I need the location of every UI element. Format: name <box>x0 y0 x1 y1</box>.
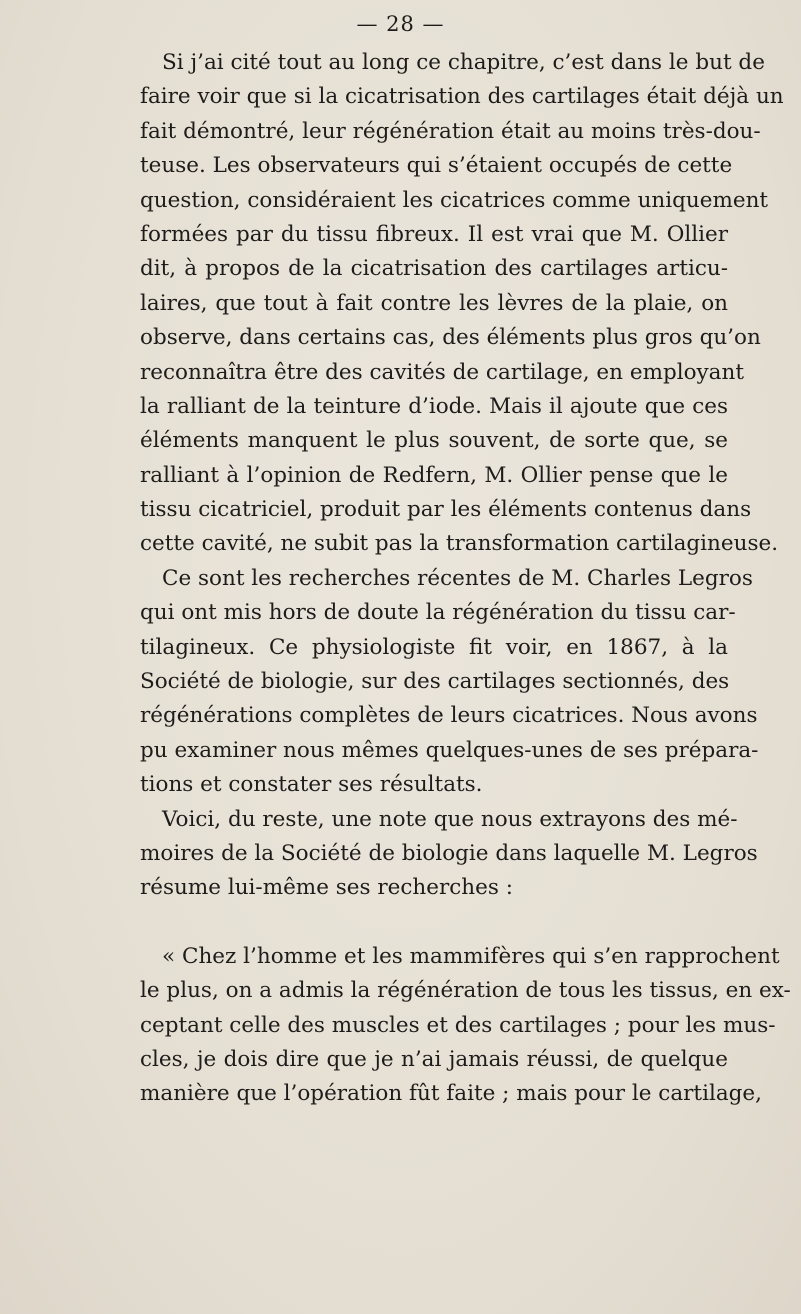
text-line: le plus, on a admis la régénération de tous les tissus, en ex- <box>140 978 791 1004</box>
text-line: moires de la Société de biologie dans laquelle M. Legros <box>140 840 758 866</box>
text-line: teuse. Les observateurs qui s’étaient occupés de cette <box>140 153 733 179</box>
text-line: tissu cicatriciel, produit par les éléments contenus dans <box>140 497 752 523</box>
paragraph <box>140 46 784 562</box>
body-text <box>140 46 791 1112</box>
quote-paragraph <box>140 940 791 1112</box>
text-line: Si j’ai cité tout au long ce chapitre, c’est dans le but de <box>162 50 765 75</box>
page-number: — 28 — <box>356 12 445 36</box>
text-line: formées par du tissu fibreux. Il est vrai que M. Ollier <box>140 221 728 247</box>
text-line: Voici, du reste, une note que nous extrayons des mé- <box>162 806 738 832</box>
text-line: fait démontré, leur régénération était au moins très-dou- <box>140 118 761 144</box>
paragraph <box>140 562 759 803</box>
text-line: laires, que tout à fait contre les lèvres de la plaie, on <box>140 290 728 316</box>
text-line: question, considéraient les cicatrices comme uniquement <box>140 187 769 213</box>
text-line: ceptant celle des muscles et des cartilages ; pour les mus- <box>140 1012 776 1038</box>
text-line: la ralliant de la teinture d’iode. Mais il ajoute que ces <box>140 393 728 419</box>
text-line: ralliant à l’opinion de Redfern, M. Ollier pense que le <box>140 462 728 488</box>
text-line: reconnaîtra être des cavités de cartilage, en employant <box>140 359 744 385</box>
text-line: observe, dans certains cas, des éléments plus gros qu’on <box>140 325 761 351</box>
text-line: Ce sont les recherches récentes de M. Charles Legros <box>162 565 753 591</box>
text-line: tilagineux. Ce physiologiste fit voir, en 1867, à la <box>140 634 728 660</box>
text-line: cles, je dois dire que je n’ai jamais réussi, de quelque <box>140 1046 728 1072</box>
text-line: cette cavité, ne subit pas la transformation cartilagineuse. <box>140 531 779 557</box>
text-line: régénérations complètes de leurs cicatrices. Nous avons <box>140 703 758 729</box>
text-line: qui ont mis hors de doute la régénération du tissu car- <box>140 600 736 626</box>
text-line: dit, à propos de la cicatrisation des cartilages articu- <box>140 256 728 282</box>
text-line: tions et constater ses résultats. <box>140 772 483 798</box>
text-line: faire voir que si la cicatrisation des cartilages était déjà un <box>140 84 784 110</box>
text-line: résume lui-même ses recherches : <box>140 875 513 901</box>
paragraph <box>140 803 758 906</box>
text-line: « Chez l’homme et les mammifères qui s’en rapprochent <box>162 943 780 969</box>
paragraph-spacer <box>140 906 728 940</box>
text-line: éléments manquent le plus souvent, de sorte que, se <box>140 428 728 454</box>
text-line: manière que l’opération fût faite ; mais pour le cartilage, <box>140 1081 762 1107</box>
text-line: Société de biologie, sur des cartilages sectionnés, des <box>140 669 730 695</box>
text-line: pu examiner nous mêmes quelques-unes de ses prépara- <box>140 737 759 763</box>
